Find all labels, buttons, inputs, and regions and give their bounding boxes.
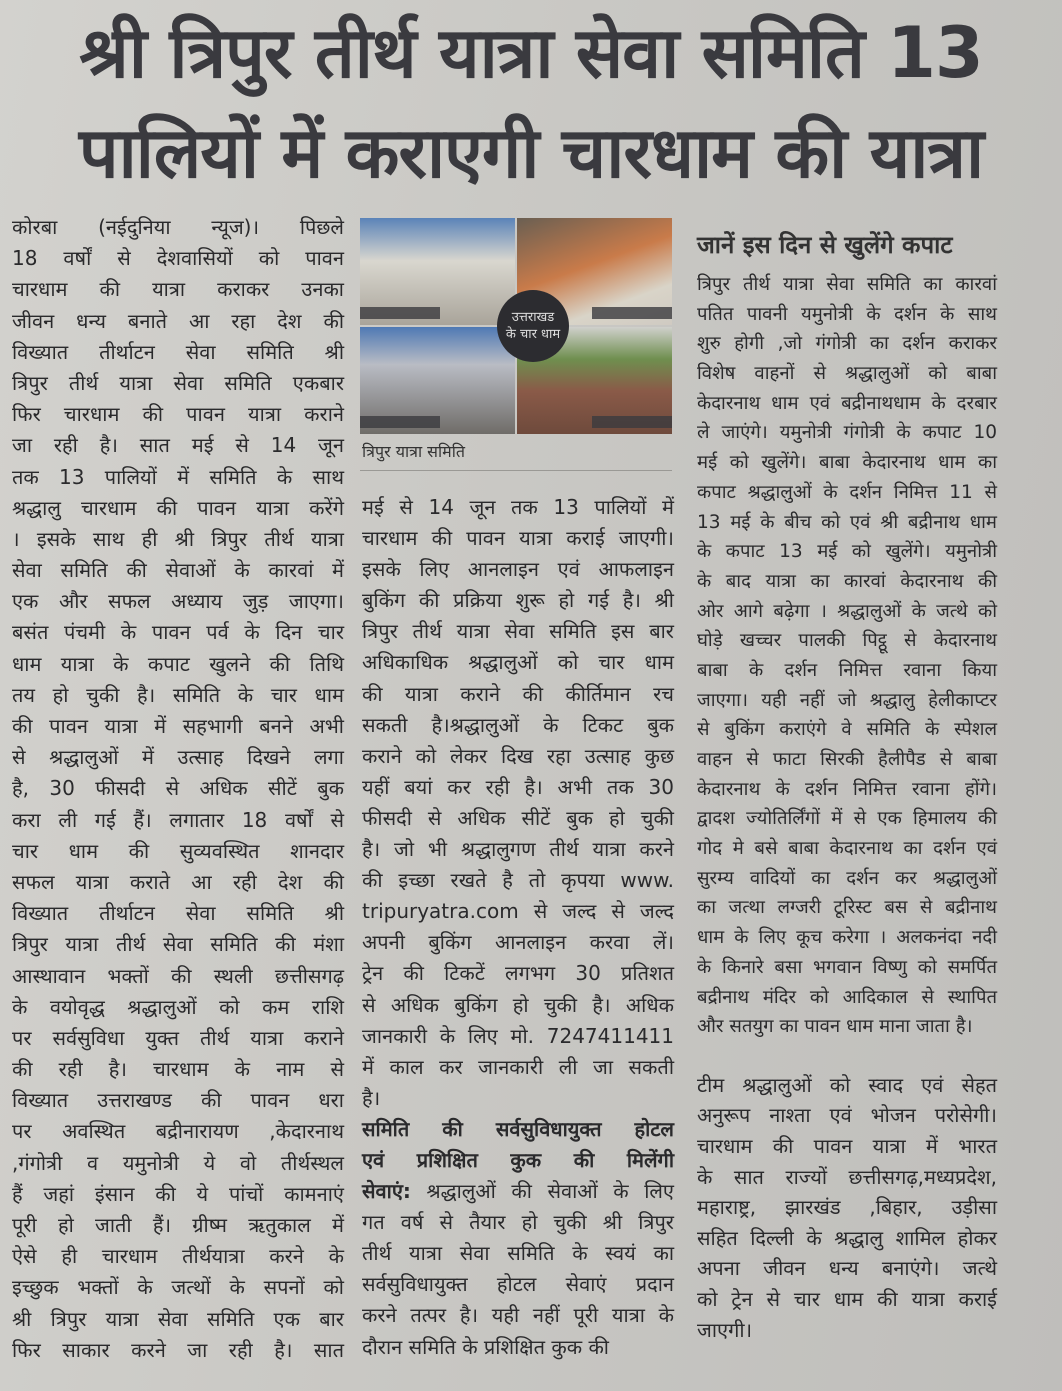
text-line: धाम के लिए कूच करेगा । अलकनंदा नदी <box>697 927 997 949</box>
text-line <box>362 1114 674 1145</box>
text-line: की यात्रा कराने की कीर्तिमान रच <box>362 681 674 706</box>
text-line: त्रिपुर तीर्थ यात्रा सेवा समिति का कारवां <box>697 274 997 295</box>
text-line: बसंत पंचमी के पावन पर्व के दिन चार <box>12 620 344 645</box>
text-line: इसके लिए आनलाइन एवं आफलाइन <box>362 557 674 582</box>
text-line: मई को खुलेंगे। बाबा केदारनाथ धाम का <box>697 452 997 474</box>
text-line: tripuryatra.com से जल्द से जल्द <box>362 899 674 924</box>
article-paragraph <box>697 270 997 1042</box>
text-line: फिर साकार करने जा रही है। सात <box>12 1337 344 1362</box>
text-line: यहीं बयां कर रही है। अभी तक 30 <box>362 774 674 799</box>
article-paragraph <box>697 1070 997 1345</box>
badge-line-2: के चार धाम <box>505 327 561 342</box>
text-line: गोद मे बसे बाबा केदारनाथ का दर्शन एवं <box>697 838 997 860</box>
text-line: अनुरूप नाश्ता एवं भोजन परोसेगी। <box>697 1103 997 1128</box>
text-line: त्रिपुर तीर्थ यात्रा सेवा समिति एकबार <box>12 370 344 395</box>
text-line: अपना जीवन धन्य बनाएंगे। जत्थे <box>697 1256 997 1281</box>
bold-subheading-text: एवं प्रशिक्षित कुक की मिलेंगी <box>362 1147 674 1172</box>
text-line: जा रही है। सात मई से 14 जून <box>12 433 344 458</box>
text-line: तीर्थ यात्रा सेवा समिति के स्वयं का <box>362 1241 674 1266</box>
text-line: के किनारे बसा भगवान विष्णु को समर्पित <box>697 956 997 978</box>
text-line: अपनी बुकिंग आनलाइन करवा लें। <box>362 930 674 955</box>
article-paragraph <box>12 212 344 1366</box>
text-line: में काल कर जानकारी ली जा सकती <box>362 1054 674 1079</box>
text-line: श्री त्रिपुर यात्रा सेवा समिति एक बार <box>12 1306 344 1331</box>
text-line: है, 30 फीसदी से अधिक सीटें बुक <box>12 776 344 801</box>
text-line: की रही है। चारधाम के नाम से <box>12 1057 344 1082</box>
text-line: कपाट श्रद्धालुओं के दर्शन निमित्त 11 से <box>697 481 997 503</box>
article-paragraph <box>362 1114 674 1363</box>
text-line: पर अवस्थित बद्रीनारायण ,केदारनाथ <box>12 1119 344 1144</box>
text-line: तक 13 पालियों में समिति के साथ <box>12 464 344 489</box>
text-line: सेवा समिति की सेवाओं के कारवां में <box>12 558 344 583</box>
text-line: तय हो चुकी है। समिति के चार धाम <box>12 682 344 707</box>
middle-column <box>362 492 674 1363</box>
text-line: इच्छुक भक्तों के जत्थों के सपनों को <box>12 1275 344 1300</box>
text-line: सकती है।श्रद्धालुओं के टिकट बुक <box>362 712 674 737</box>
text-line: है। <box>362 1085 381 1110</box>
text-line: ऐसे ही चारधाम तीर्थयात्रा करने के <box>12 1244 344 1269</box>
text-line: पूरी हो जाती हैं। ग्रीष्म ऋतुकाल में <box>12 1213 344 1237</box>
text-line: ले जाएंगे। यमुनोत्री गंगोत्री के कपाट 10 <box>697 422 997 444</box>
text-line: सुरम्य वादियों का दर्शन कर श्रद्धालुओं <box>697 867 997 889</box>
bold-subheading-text: समिति की सर्वसुविधायुक्त होटल <box>362 1116 674 1141</box>
text-line: कराने को लेकर दिख रहा उत्साह कुछ <box>362 743 674 768</box>
text-line: केदारनाथ के दर्शन निमित्त रवाना होंगे। <box>697 778 997 800</box>
text-line: हैं जहां इंसान की ये पांचों कामनाएं <box>12 1181 344 1206</box>
text-line: पर सर्वसुविधा युक्त तीर्थ यात्रा कराने <box>12 1025 344 1050</box>
text-line: विख्यात तीर्थाटन सेवा समिति श्री <box>12 339 344 364</box>
text-line: बुकिंग की प्रक्रिया शुरू हो गई है। श्री <box>362 588 674 613</box>
article-paragraph <box>362 492 674 1114</box>
photo-center-badge <box>497 290 569 362</box>
text-line: ट्रेन की टिकटें लगभग 30 प्रतिशत <box>362 961 674 986</box>
text-line: कोरबा (नईदुनिया न्यूज)। पिछले <box>12 215 344 239</box>
text-line: मई से 14 जून तक 13 पालियों में <box>362 495 674 519</box>
text-line: और सतयुग का पावन धाम माना जाता है। <box>697 1016 973 1038</box>
text-line: द्वादश ज्योतिर्लिंगों में से एक हिमालय की <box>697 808 997 830</box>
text-line: आस्थावान भक्तों की स्थली छत्तीसगढ़ <box>12 963 344 988</box>
text-line: के कपाट 13 मई को खुलेंगे। यमुनोत्री <box>697 541 997 563</box>
text-line: सहित दिल्ली के श्रद्धालु शामिल होकर <box>697 1225 997 1250</box>
text-line: फीसदी से अधिक सीटें बुक हो चुकी <box>362 805 674 830</box>
photo-gangotri <box>360 218 515 325</box>
text-line: त्रिपुर यात्रा तीर्थ सेवा समिति की मंशा <box>12 932 344 957</box>
text-line: विख्यात उत्तराखण्ड की पावन धरा <box>12 1088 344 1113</box>
badge-line-1: उत्तराखड <box>511 310 555 325</box>
text-line: विशेष वाहनों से श्रद्धालुओं को बाबा <box>697 363 997 385</box>
text-line: घोड़े खच्चर पालकी पिट्ठू से केदारनाथ <box>697 630 997 652</box>
text-line: चारधाम की पावन यात्रा कराई जाएगी। <box>362 526 674 551</box>
sidebar-heading: जानें इस दिन से खुलेंगे कपाट <box>697 231 953 259</box>
text-line: है। जो भी श्रद्धालुगण तीर्थ यात्रा करने <box>362 837 674 862</box>
text-line: जाएगी। <box>697 1317 753 1342</box>
text-line: महाराष्ट्र, झारखंड ,बिहार, उड़ीसा <box>697 1195 997 1220</box>
photo-kedarnath <box>360 327 515 434</box>
headline-line-2: पालियों में कराएगी चारधाम की यात्रा <box>78 112 984 194</box>
text-line: की इच्छा रखते है तो कृपया www. <box>362 868 674 893</box>
text-line: से बुकिंग कराएंगे वे समिति के स्पेशल <box>697 719 997 741</box>
text-line: की पावन यात्रा में सहभागी बनने अभी <box>12 714 344 738</box>
text-line: चार धाम की सुव्यवस्थित शानदार <box>12 838 344 863</box>
bold-subheading-text: सेवाएं: <box>362 1179 411 1204</box>
text-line: शुरु होगी ,जो गंगोत्री का दर्शन कराकर <box>697 333 997 355</box>
text-line: गत वर्ष से तैयार हो चुकी श्री त्रिपुर <box>362 1210 674 1235</box>
text-line: विख्यात तीर्थाटन सेवा समिति श्री <box>12 901 344 926</box>
text-line: दौरान समिति के प्रशिक्षित कुक की <box>362 1334 609 1359</box>
text-line: से श्रद्धालुओं में उत्साह दिखने लगा <box>12 745 344 770</box>
text-line: सफल यात्रा कराते आ रही देश की <box>12 869 344 894</box>
left-column <box>12 212 344 1366</box>
text-line: सर्वसुविधायुक्त होटल सेवाएं प्रदान <box>362 1272 674 1297</box>
text-line: ,गंगोत्री व यमुनोत्री ये वो तीर्थस्थल <box>12 1150 344 1175</box>
text-line: से अधिक बुकिंग हो चुकी है। अधिक <box>362 992 674 1017</box>
text-line: टीम श्रद्धालुओं को स्वाद एवं सेहत <box>697 1072 997 1097</box>
text-line: 13 मई के बीच को एवं श्री बद्रीनाथ धाम <box>697 511 997 533</box>
text-line: ओर आगे बढ़ेगा । श्रद्धालुओं के जत्थे को <box>697 600 997 622</box>
text-line: श्रद्धालु चारधाम की पावन यात्रा करेंगे <box>12 495 344 520</box>
text-line: केदारनाथ धाम एवं बद्रीनाथधाम के दरबार <box>697 392 997 414</box>
photo-caption: त्रिपुर यात्रा समिति <box>362 442 465 461</box>
text-line: 18 वर्षों से देशवासियों को पावन <box>12 246 344 271</box>
text-line: बद्रीनाथ मंदिर को आदिकाल से स्थापित <box>697 986 997 1008</box>
text-line: बाबा के दर्शन निमित्त रवाना किया <box>697 659 997 681</box>
headline-line-1: श्री त्रिपुर तीर्थ यात्रा सेवा समिति 13 <box>79 12 983 94</box>
text-line: । इसके साथ ही श्री त्रिपुर तीर्थ यात्रा <box>12 526 344 551</box>
text-line: अधिकाधिक श्रद्धालुओं को चार धाम <box>362 650 674 675</box>
text-line: धाम यात्रा के कपाट खुलने की तिथि <box>12 651 344 676</box>
text-line: जाएगा। यही नहीं जो श्रद्धालु हेलीकाप्टर <box>697 689 997 711</box>
text-line: करा ली गई हैं। लगातार 18 वर्षों से <box>12 807 344 832</box>
text-line: जीवन धन्य बनाते आ रहा देश की <box>12 308 344 333</box>
text-line: जानकारी के लिए मो. 7247411411 <box>362 1023 674 1048</box>
text-line: फिर चारधाम की पावन यात्रा कराने <box>12 402 344 427</box>
text-line: एक और सफल अध्याय जुड़ जाएगा। <box>12 589 344 614</box>
text-line <box>362 1145 674 1176</box>
text-line: का जत्था लग्जरी टूरिस्ट बस से बद्रीनाथ <box>697 897 997 919</box>
text-line: के बाद यात्रा का कारवां केदारनाथ की <box>697 570 997 592</box>
text-line: के सात राज्यों छत्तीसगढ़,मध्यप्रदेश, <box>697 1164 997 1189</box>
text-line: वाहन से फाटा सिरकी हैलीपैड से बाबा <box>697 749 997 770</box>
text-line: चारधाम की यात्रा कराकर उनका <box>12 277 344 302</box>
caption-divider <box>360 470 672 471</box>
text-line: चारधाम की पावन यात्रा में भारत <box>697 1134 997 1159</box>
text-line: को ट्रेन से चार धाम की यात्रा कराई <box>697 1287 997 1312</box>
right-column <box>697 228 997 1345</box>
text-line: त्रिपुर तीर्थ यात्रा सेवा समिति इस बार <box>362 619 674 644</box>
text-line: पतित पावनी यमुनोत्री के दर्शन के साथ <box>697 303 997 325</box>
text-line: के वयोवृद्ध श्रद्धालुओं को कम राशि <box>12 994 344 1019</box>
text-line: सेवाएं: श्रद्धालुओं की सेवाओं के लिए <box>362 1179 674 1204</box>
text-line: करने तत्पर है। यही नहीं पूरी यात्रा के <box>362 1303 674 1328</box>
